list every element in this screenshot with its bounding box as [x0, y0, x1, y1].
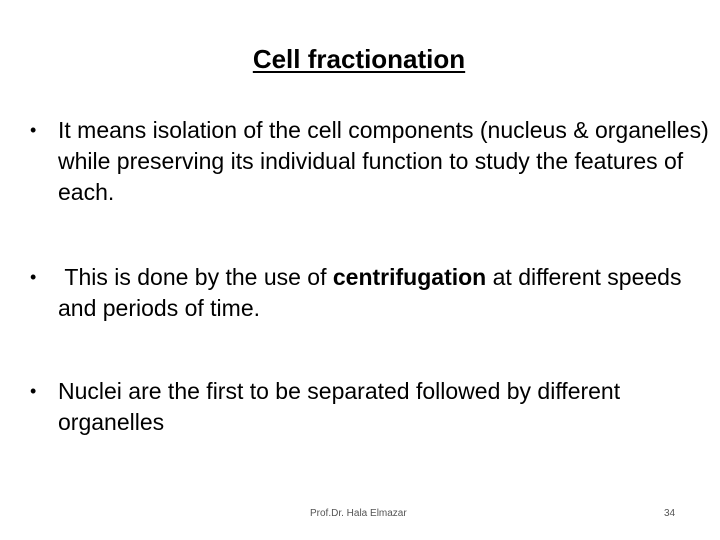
page-number: 34 [664, 508, 676, 519]
bullet-item-2 [30, 262, 710, 324]
bullet-item-3 [30, 376, 710, 438]
bullet-text-2-before: This is done by the use of [58, 264, 333, 290]
bullet-marker-icon: • [30, 267, 37, 287]
slide-title [0, 42, 718, 76]
bullet-text-3: Nuclei are the first to be separated followed by different organelles [58, 378, 621, 435]
bullet-text-2 [58, 262, 710, 324]
slide-footer: Prof.Dr. Hala Elmazar [310, 508, 407, 519]
bullet-marker-icon: • [30, 120, 37, 140]
bullet-marker-icon: • [30, 381, 37, 401]
bullet-text-1: It means isolation of the cell components (nucleus & organelles) while preserving its individual function to study the features of each. [58, 117, 709, 205]
bullet-text-2-after: at different speeds and periods of time. [58, 264, 682, 321]
bullet-text-2-bold: centrifugation [332, 264, 487, 290]
slide-title-text: Cell fractionation [252, 44, 466, 74]
bullet-item-1 [30, 115, 710, 208]
